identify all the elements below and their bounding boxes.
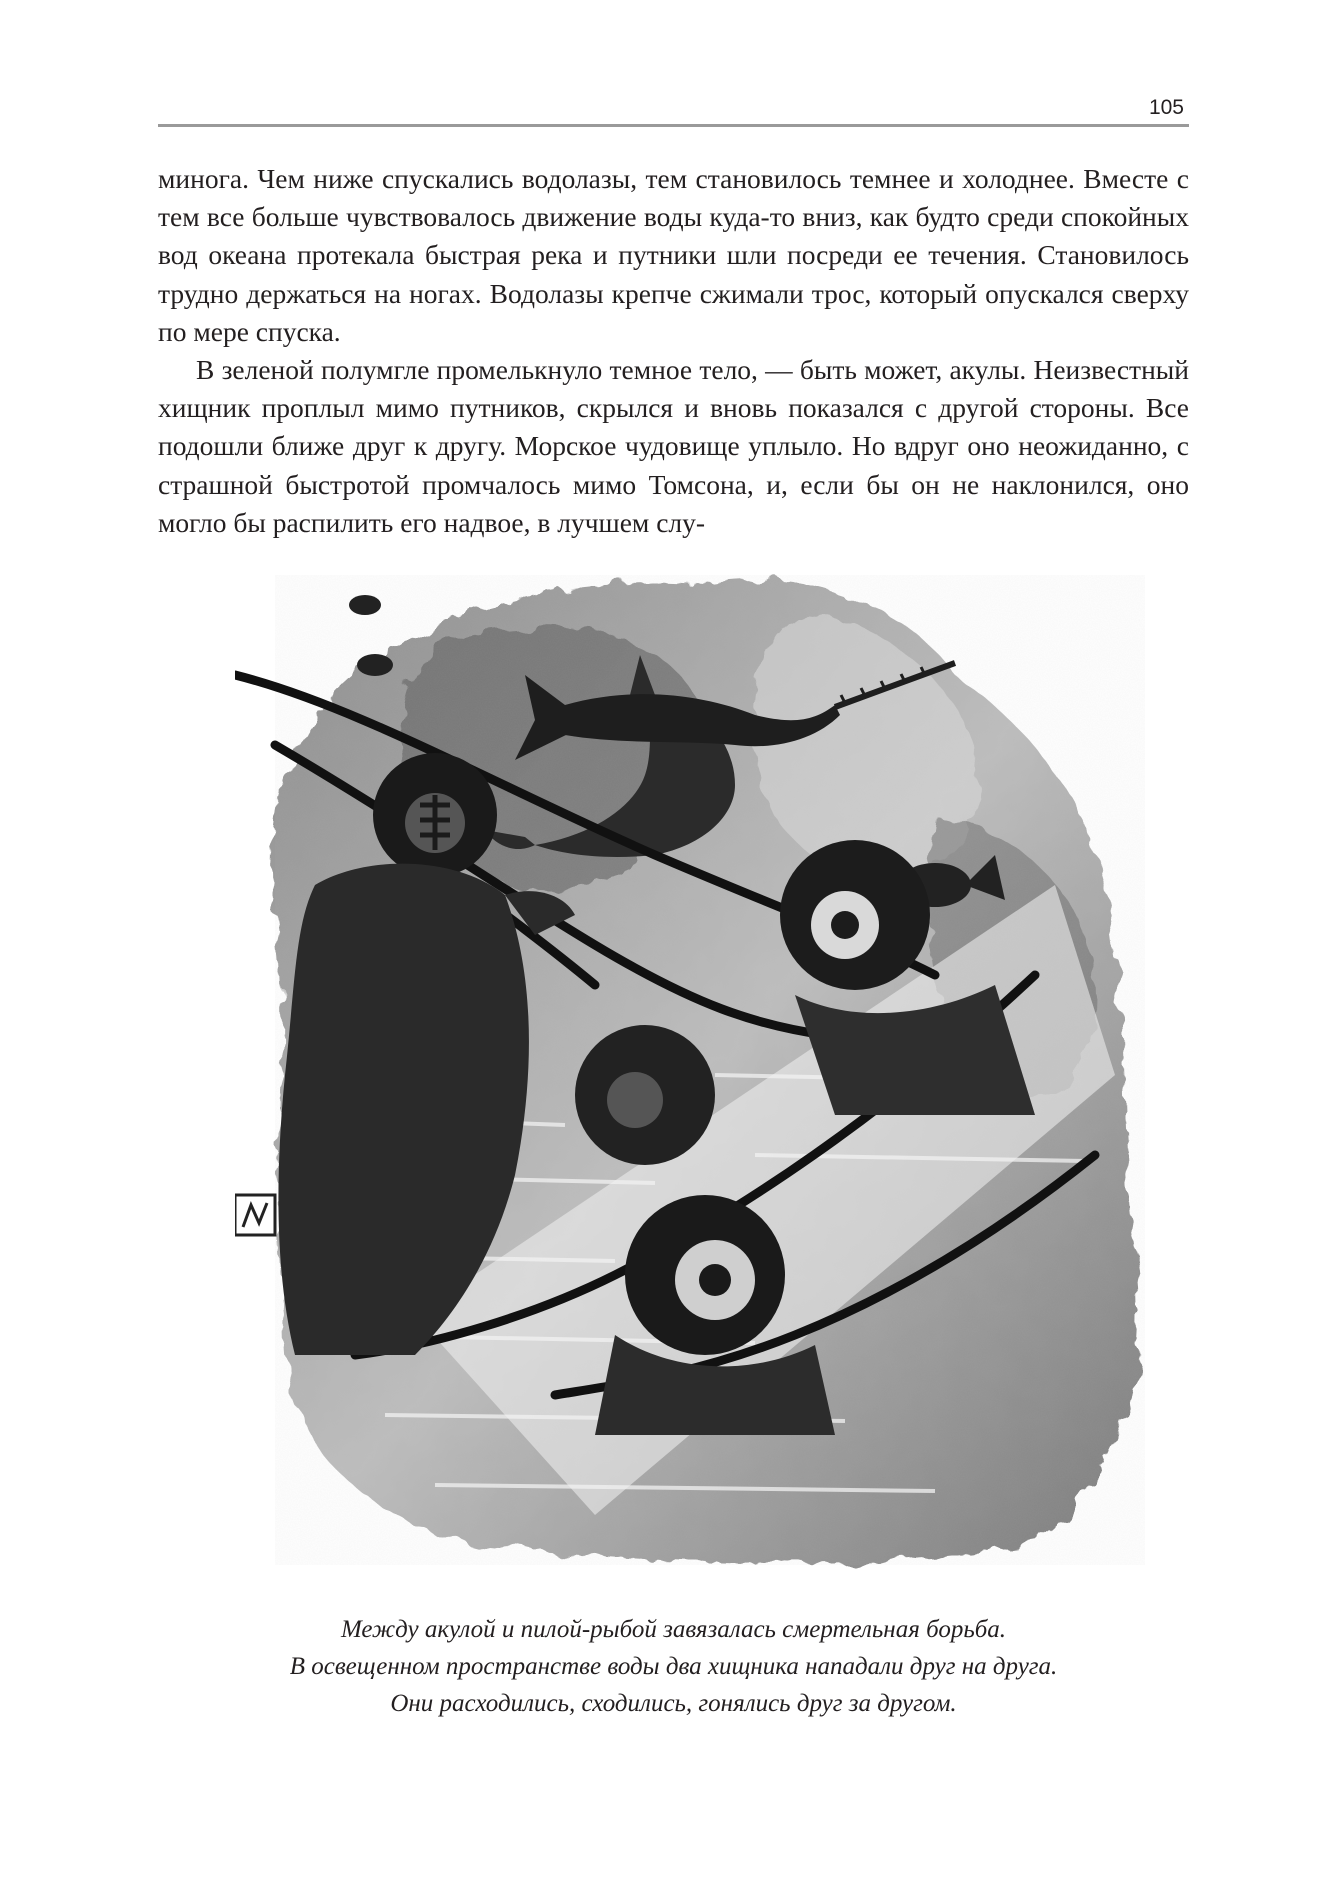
caption-line-3: Они расходились, сходились, гонялись друг за другом. [390,1690,957,1717]
illustration-drawing [235,555,1175,1580]
caption-line-2: В освещенном пространстве воды два хищника нападали друг на друга. [289,1653,1058,1680]
paragraph-1: минога. Чем ниже спускались водолазы, тем становилось темнее и холоднее. Вместе с тем все больше чувствовалось движение воды куда-то вниз, как будто среди спокойных вод океана протекала быстрая река и путники шли посреди ее течения. Становилось трудно держаться на ногах. Водолазы крепче сжимали трос, который опускался сверху по мере спуска. [158,163,1189,347]
illustration [235,555,1175,1580]
header-rule [158,124,1189,127]
paragraph-2: В зеленой полумгле промелькнуло темное тело, — быть может, акулы. Неизвестный хищник проплыл мимо путников, скрылся и вновь показался с другой стороны. Все подошли ближе друг к другу. Морское чудовище уплыло. Но вдруг оно неожиданно, с страшной быстротой промчалось мимо Томсона, и, если бы он не наклонился, оно могло бы распилить его надвое, в лучшем слу- [158,354,1189,538]
caption-line-1: Между акулой и пилой-рыбой завязалась смертельная борьба. [340,1616,1007,1643]
diver-middle [575,1025,715,1165]
page-number: 105 [1148,96,1184,119]
body-text [158,160,1189,542]
illustration-caption [158,1611,1189,1722]
